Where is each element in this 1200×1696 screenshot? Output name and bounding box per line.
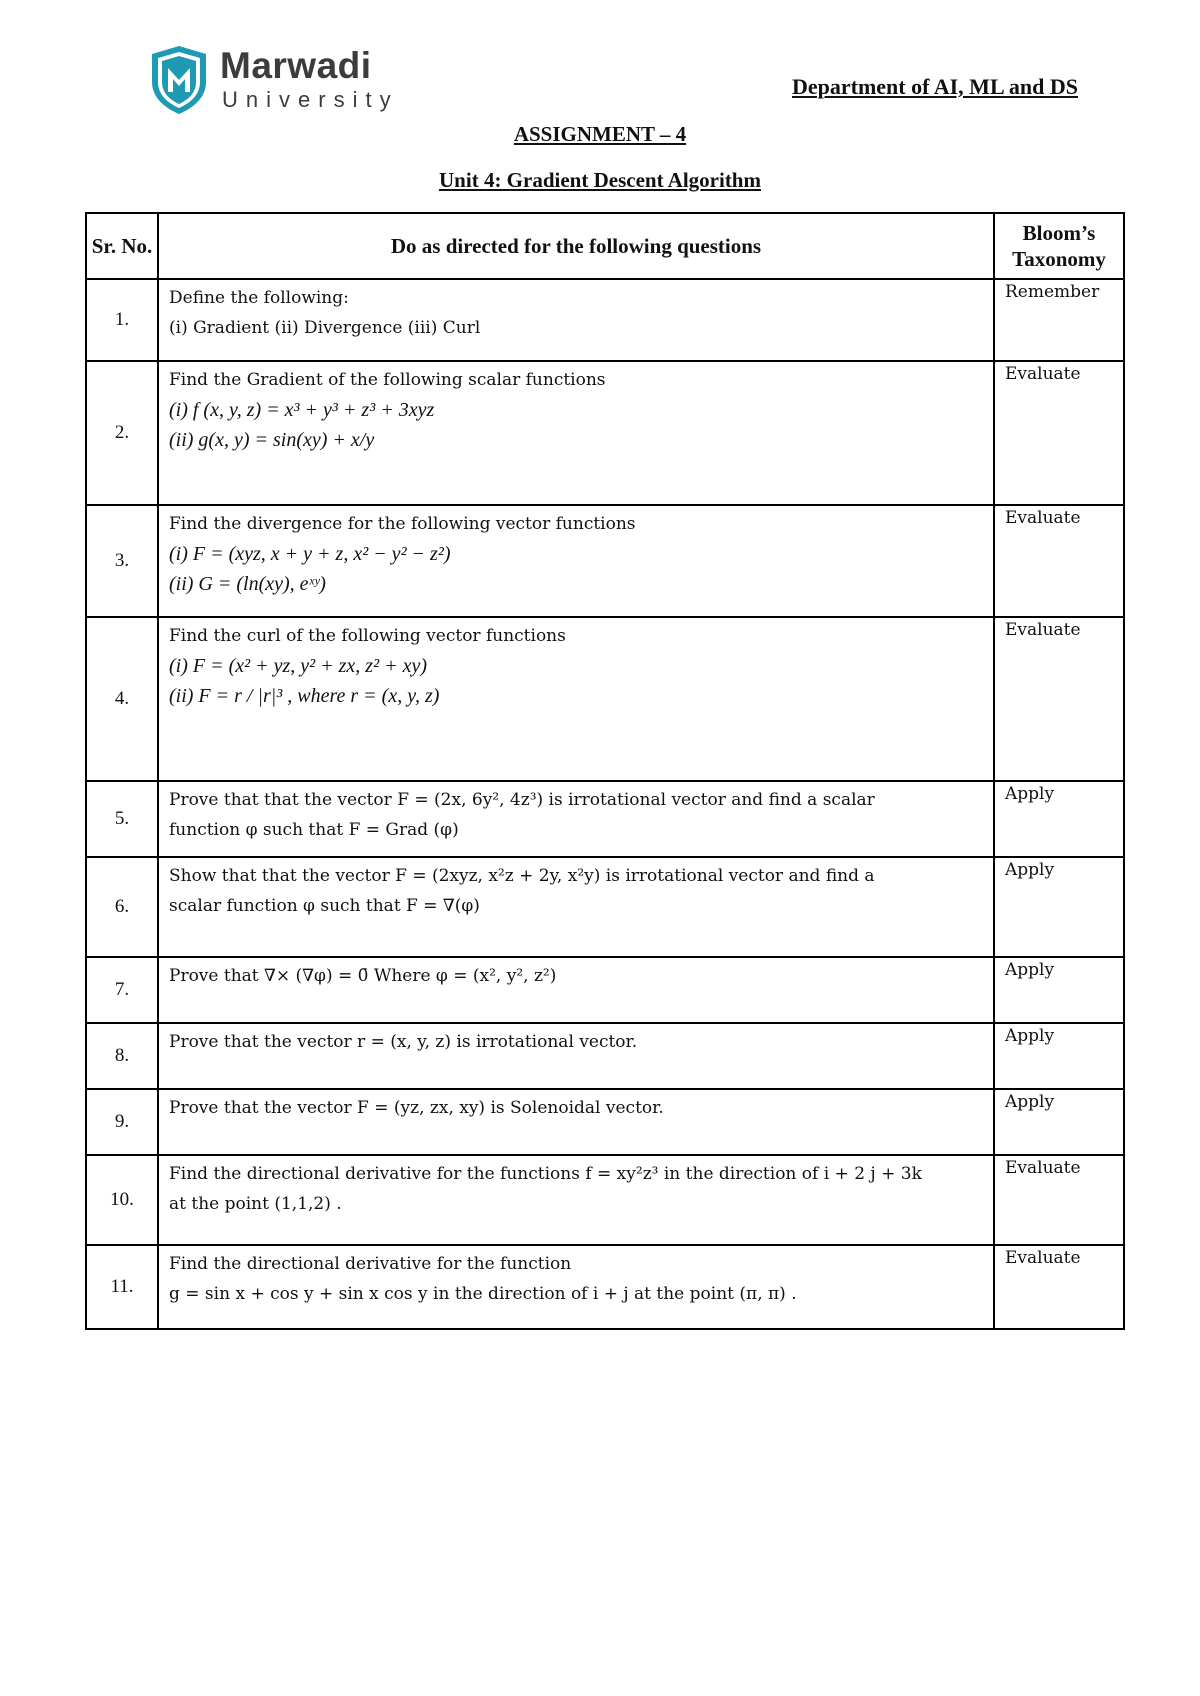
table-row: [86, 279, 1124, 361]
question-cell: [158, 1089, 994, 1155]
bloom-level: Remember: [994, 279, 1124, 361]
table-row: [86, 617, 1124, 781]
unit-title: Unit 4: Gradient Descent Algorithm: [439, 168, 761, 192]
table-row: [86, 781, 1124, 857]
question-line: (i) Gradient (ii) Divergence (iii) Curl: [169, 318, 481, 338]
header-sr-no: Sr. No.: [86, 213, 158, 279]
question-line: Prove that ∇× (∇φ) = 0̄ Where φ = (x², y², z²): [169, 966, 557, 986]
question-cell: [158, 1155, 994, 1245]
table-row: [86, 1023, 1124, 1089]
bloom-level: Evaluate: [994, 361, 1124, 505]
bloom-level: Evaluate: [994, 1155, 1124, 1245]
bloom-level: Apply: [994, 1023, 1124, 1089]
question-line: Prove that that the vector F = (2x, 6y², 4z³) is irrotational vector and find a scalar: [169, 790, 875, 810]
table-row: [86, 1245, 1124, 1329]
question-cell: [158, 279, 994, 361]
row-number: 1.: [86, 279, 158, 361]
row-number: 6.: [86, 857, 158, 957]
questions-table: [85, 212, 1125, 1330]
question-cell: [158, 617, 994, 781]
question-line: Prove that the vector r = (x, y, z) is irrotational vector.: [169, 1032, 638, 1052]
row-number: 11.: [86, 1245, 158, 1329]
row-number: 3.: [86, 505, 158, 617]
bloom-level: Evaluate: [994, 617, 1124, 781]
question-line: Find the Gradient of the following scalar functions: [169, 370, 606, 390]
question-line: Find the curl of the following vector functions: [169, 626, 566, 646]
row-number: 7.: [86, 957, 158, 1023]
row-number: 4.: [86, 617, 158, 781]
question-line: (i) f (x, y, z) = x³ + y³ + z³ + 3xyz: [169, 399, 435, 421]
question-line: (i) F = (xyz, x + y + z, x² − y² − z²): [169, 543, 451, 565]
question-line: Prove that the vector F = (yz, zx, xy) is Solenoidal vector.: [169, 1098, 664, 1118]
row-number: 5.: [86, 781, 158, 857]
bloom-level: Apply: [994, 957, 1124, 1023]
row-number: 2.: [86, 361, 158, 505]
bloom-level: Apply: [994, 1089, 1124, 1155]
question-line: Find the directional derivative for the functions f = xy²z³ in the direction of i + 2 j + 3k: [169, 1164, 922, 1184]
department-heading: Department of AI, ML and DS: [791, 74, 1078, 99]
row-number: 10.: [86, 1155, 158, 1245]
question-line: g = sin x + cos y + sin x cos y in the direction of i + j at the point (π, π) .: [169, 1284, 797, 1304]
table-row: [86, 505, 1124, 617]
question-line: Define the following:: [169, 288, 349, 308]
question-line: Find the divergence for the following vector functions: [169, 514, 636, 534]
question-cell: [158, 781, 994, 857]
header-question: Do as directed for the following questions: [158, 213, 994, 279]
row-number: 9.: [86, 1089, 158, 1155]
assignment-title: ASSIGNMENT – 4: [513, 122, 687, 146]
university-logo: [148, 44, 408, 116]
question-cell: [158, 1023, 994, 1089]
question-line: Show that that the vector F = (2xyz, x²z + 2y, x²y) is irrotational vector and find a: [169, 866, 875, 886]
logo-wordmark: Marwadi: [220, 45, 372, 86]
table-row: [86, 857, 1124, 957]
row-number: 8.: [86, 1023, 158, 1089]
question-line: (ii) F = r / |r|³ , where r = (x, y, z): [169, 685, 440, 707]
question-cell: [158, 505, 994, 617]
question-cell: [158, 957, 994, 1023]
bloom-level: Evaluate: [994, 1245, 1124, 1329]
question-line: (ii) g(x, y) = sin(xy) + x/y: [169, 429, 375, 451]
question-cell: [158, 1245, 994, 1329]
question-line: scalar function φ such that F = ∇(φ): [169, 896, 480, 916]
question-line: function φ such that F = Grad (φ): [169, 820, 459, 840]
table-row: [86, 361, 1124, 505]
question-line: Find the directional derivative for the function: [169, 1254, 572, 1274]
question-cell: [158, 361, 994, 505]
question-line: at the point (1,1,2) .: [169, 1194, 342, 1214]
bloom-level: Evaluate: [994, 505, 1124, 617]
bloom-level: Apply: [994, 857, 1124, 957]
question-line: (ii) G = (ln(xy), eˣʸ): [169, 573, 326, 595]
question-cell: [158, 857, 994, 957]
header-bloom: Bloom’s Taxonomy: [994, 213, 1124, 279]
table-row: [86, 1089, 1124, 1155]
bloom-level: Apply: [994, 781, 1124, 857]
question-line: (i) F = (x² + yz, y² + zx, z² + xy): [169, 655, 427, 677]
shield-icon: [148, 44, 210, 116]
table-row: [86, 957, 1124, 1023]
logo-subtitle: University: [222, 87, 399, 112]
table-row: [86, 1155, 1124, 1245]
table-header-row: [86, 213, 1124, 279]
